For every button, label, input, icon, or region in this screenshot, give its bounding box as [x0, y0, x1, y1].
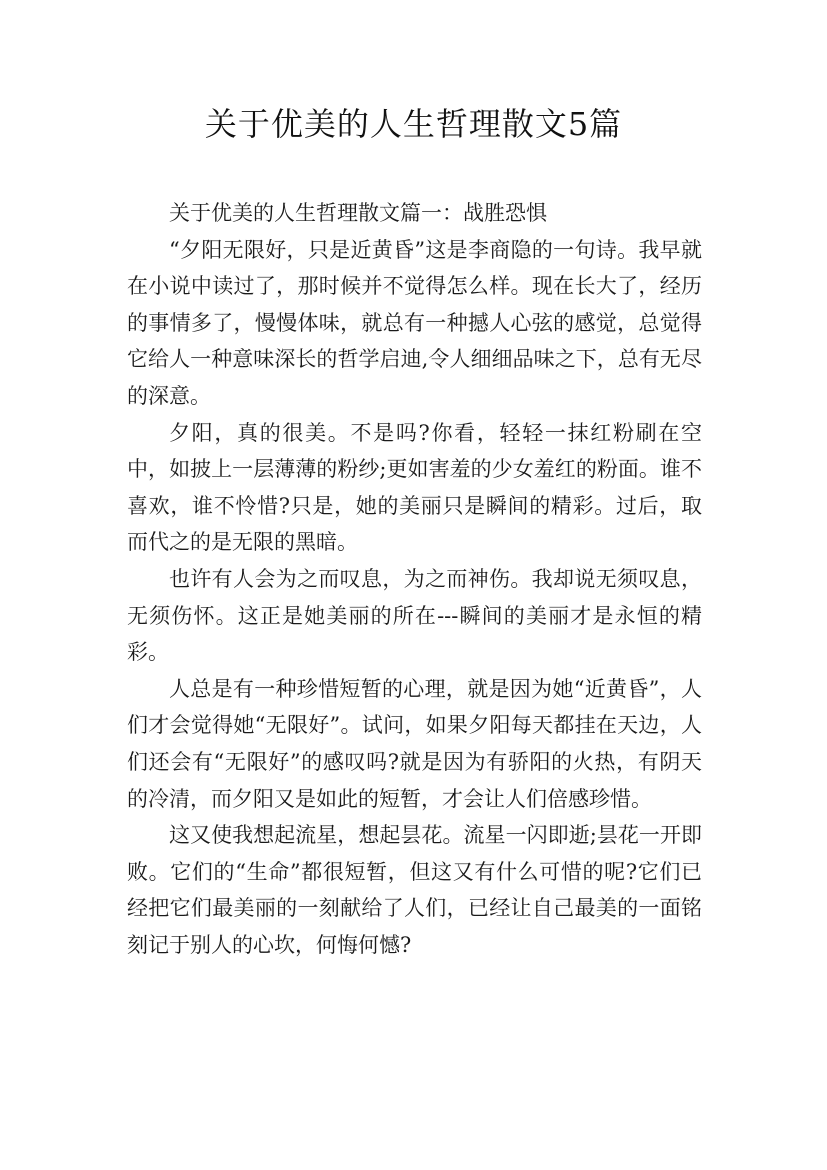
paragraph: 这又使我想起流星，想起昙花。流星一闪即逝;昙花一开即败。它们的“生命”都很短暂，但这又有什么可惜的呢?它们已经把它们最美丽的一刻献给了人们，已经让自己最美的一面铭刻记于别人的心坎，何悔何憾?: [127, 823, 702, 957]
document-title: 关于优美的人生哲理散文5篇: [204, 105, 623, 143]
section-subheading: 关于优美的人生哲理散文篇一：战胜恐惧: [169, 201, 547, 225]
document-body: [127, 195, 702, 963]
paragraph: 也许有人会为之而叹息，为之而神伤。我却说无须叹息，无须伤怀。这正是她美丽的所在---瞬间的美丽才是永恒的精彩。: [127, 566, 702, 665]
paragraph: 夕阳，真的很美。不是吗?你看，轻轻一抹红粉刷在空中，如披上一层薄薄的粉纱;更如害羞的少女羞红的粉面。谁不喜欢，谁不怜惜?只是，她的美丽只是瞬间的精彩。过后，取而代之的是无限的黑暗。: [127, 420, 702, 555]
paragraph: 人总是有一种珍惜短暂的心理，就是因为她“近黄昏”，人们才会觉得她“无限好”。试问，如果夕阳每天都挂在天边，人们还会有“无限好”的感叹吗?就是因为有骄阳的火热，有阴天的冷清，而夕阳又是如此的短暂，才会让人们倍感珍惜。: [127, 676, 702, 811]
paragraph: “夕阳无限好，只是近黄昏”这是李商隐的一句诗。我早就在小说中读过了，那时候并不觉得怎么样。现在长大了，经历的事情多了，慢慢体味，就总有一种撼人心弦的感觉，总觉得它给人一种意味深长的哲学启迪,令人细细品味之下，总有无尽的深意。: [127, 237, 702, 408]
